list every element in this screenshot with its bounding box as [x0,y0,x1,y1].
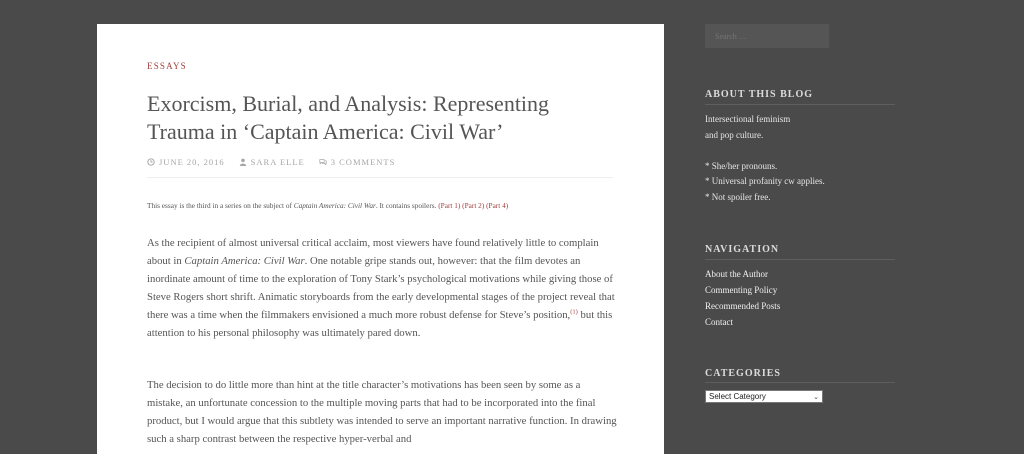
about-line: * She/her pronouns. [705,160,778,171]
post-comments[interactable] [319,157,396,167]
note-suffix: . It contains spoilers. [375,201,439,210]
clock-icon [147,158,155,166]
categories-widget-rule [705,382,895,383]
user-icon [239,158,247,166]
note-film-title: Captain America: Civil War [293,201,376,210]
category-select[interactable] [705,390,823,403]
paragraph-2: The decision to do little more than hint at the title character’s motivations has been seen by some as a mistake, an unfortunate concession to the multiple moving parts that had to be incorporated into the final product, but I would argue that this subtlety was intended to serve an important narrative function. In drawing such a sharp contrast between the respective hyper-verbal and [147,379,617,445]
paragraph-1 [147,234,617,342]
comments-icon [319,158,327,166]
nav-link-contact[interactable]: Contact [705,317,733,327]
category-link[interactable]: ESSAYS [147,61,187,71]
p1-text-b: . One notable gripe stands out, however: that the film devotes an inordinate amount of time to the exploration of Tony Stark’s psychological motivations while giving those of Steve Rogers short shrift. Animatic storyboards from the early developmental stages of the project reveal that there was a time when the filmmakers envisioned a much more robust defense for Steve’s position, [147,255,615,321]
post-author[interactable] [239,157,305,167]
meta-divider [147,177,613,178]
post-date[interactable] [147,157,225,167]
post-title: Exorcism, Burial, and Analysis: Representing Trauma in ‘Captain America: Civil War’ [147,91,550,144]
part-2-link[interactable]: (Part 2) [462,201,485,210]
chevron-down-icon: ⌄ [813,393,819,401]
footnote-1-link[interactable]: (1) [570,308,578,316]
post-meta [147,157,613,167]
navigation-widget-rule [705,259,895,260]
about-text [705,112,825,205]
about-line: * Universal profanity cw applies. [705,176,825,186]
part-1-link[interactable]: (Part 1) [438,201,461,210]
post-author-text: SARA ELLE [250,157,305,167]
navigation-widget-title: NAVIGATION [705,244,780,255]
nav-link-recommended-posts[interactable]: Recommended Posts [705,301,781,311]
about-line: and pop culture. [705,129,764,140]
nav-link-commenting-policy[interactable]: Commenting Policy [705,285,778,295]
about-line: Intersectional feminism [705,114,791,124]
p1-text-c: but this attention to his personal philosophy was ultimately pared down. [147,309,613,339]
search-input[interactable] [705,24,829,48]
nav-link-about-the-author[interactable]: About the Author [705,269,768,279]
article-card [97,24,664,454]
post-date-text: JUNE 20, 2016 [159,157,225,167]
about-widget-title: ABOUT THIS BLOG [705,89,813,100]
categories-widget-title: CATEGORIES [705,368,781,379]
part-4-link[interactable]: (Part 4) [486,201,509,210]
post-comments-text: 3 COMMENTS [330,157,396,167]
category-select-value: Select Category [709,392,766,401]
about-widget-rule [705,104,895,105]
series-note [147,201,613,210]
p1-text-a: As the recipient of almost universal critical acclaim, most viewers have found relatively little to complain about in [147,237,599,267]
about-line: * Not spoiler free. [705,191,771,202]
note-prefix: This essay is the third in a series on the subject of [147,201,294,210]
about-line [705,143,825,159]
p1-film-title: Captain America: Civil War [184,255,305,267]
navigation-list [705,266,780,330]
